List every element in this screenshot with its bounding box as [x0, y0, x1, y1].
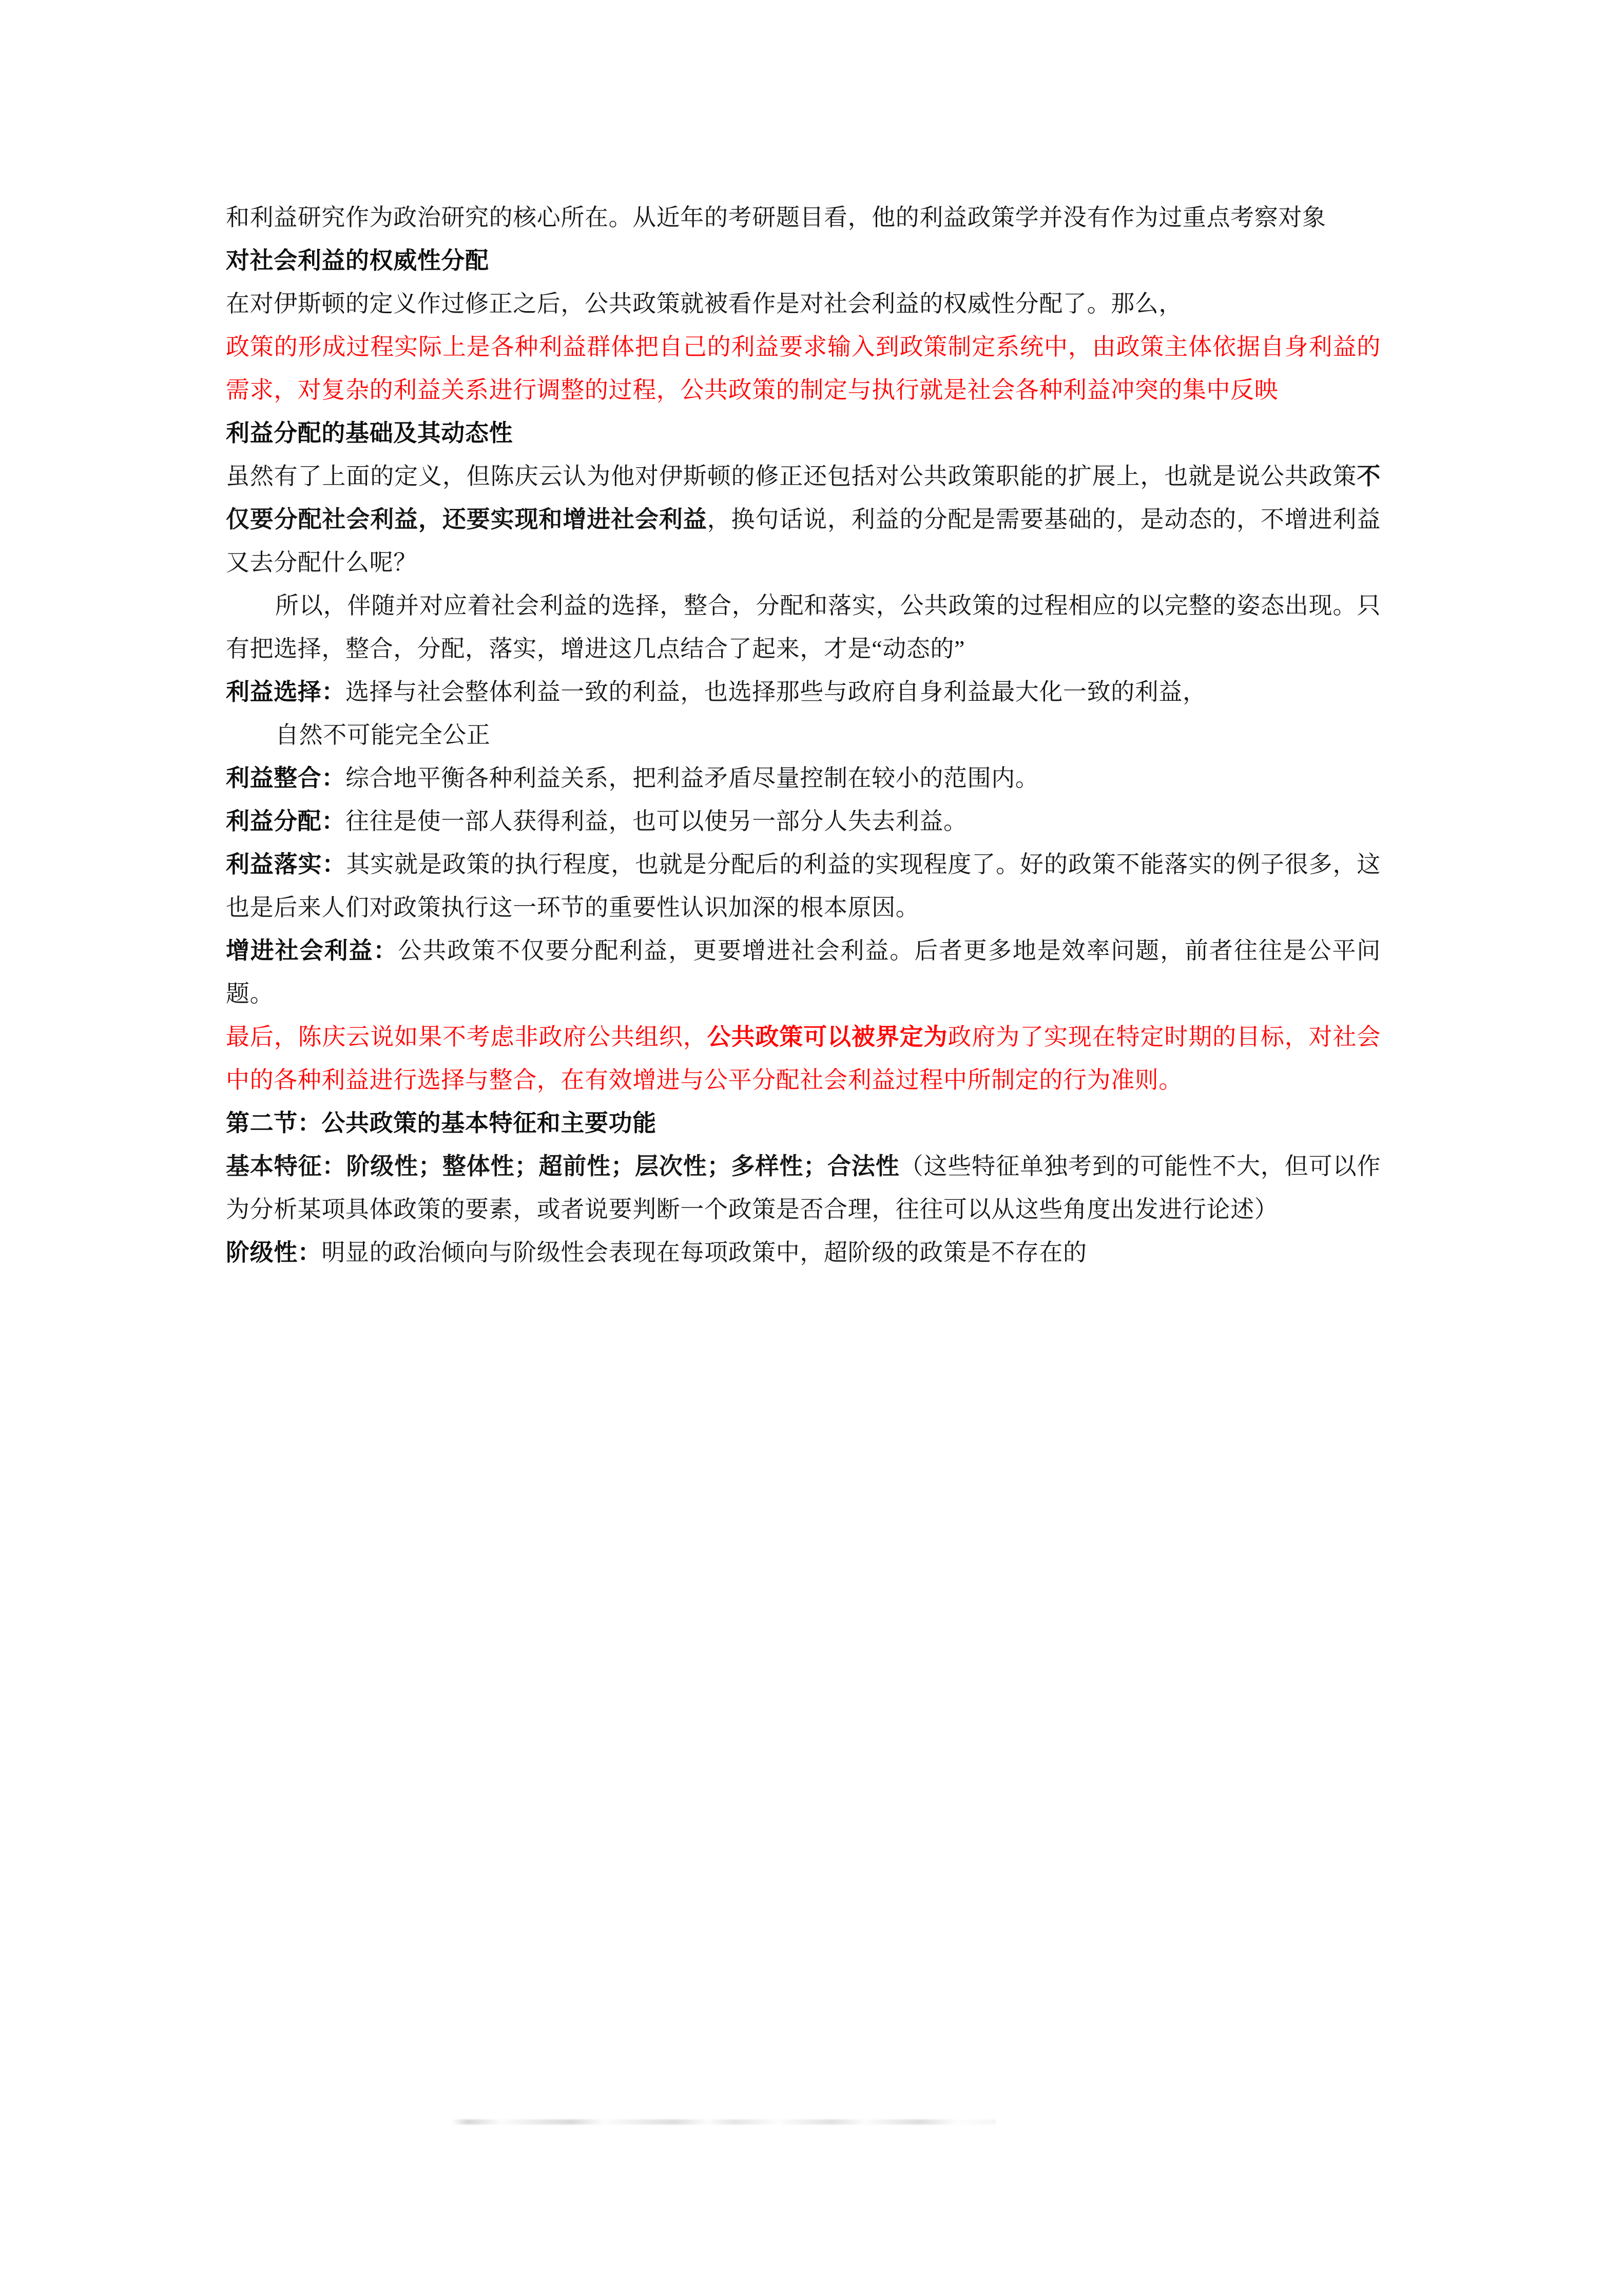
text-run: ，换句话说，利益的分配是需要基础的，是动态的，不增进利益又去分配什么呢？ [226, 506, 1381, 576]
paragraph-so-therefore: 所以，伴随并对应着社会利益的选择，整合，分配和落实，公共政策的过程相应的以完整的姿态出现。只有把选择，整合，分配，落实，增进这几点结合了起来，才是“动态的” [226, 592, 1381, 662]
paragraph-interest-integration [226, 757, 1381, 800]
paragraph-basic-features [226, 1145, 1381, 1231]
term-definition: 公共政策不仅要分配利益，更要增进社会利益。后者更多地是效率问题，前者往往是公平问题。 [226, 937, 1381, 1007]
paragraph-interest-selection-continued: 自然不可能完全公正 [275, 722, 491, 748]
paragraph-after-easton: 在对伊斯顿的定义作过修正之后，公共政策就被看作是对社会利益的权威性分配了。那么， [226, 291, 1183, 317]
term-definition: 综合地平衡各种利益关系，把利益矛盾尽量控制在较小的范围内。 [345, 765, 1039, 791]
term-definition: 明显的政治倾向与阶级性会表现在每项政策中，超阶级的政策是不存在的 [321, 1239, 1087, 1266]
text-run: 政府为了实现在特定时期的目标，对社会中的各种利益进行选择与整合，在有效增进与公平分配社会利益过程中所制定的行为准则。 [226, 1024, 1381, 1093]
paragraph-intro: 和利益研究作为政治研究的核心所在。从近年的考研题目看，他的利益政策学并没有作为过重点考察对象 [226, 204, 1326, 231]
heading-authoritative-allocation: 对社会利益的权威性分配 [226, 247, 489, 274]
term-label: 利益分配： [226, 808, 345, 834]
text-run: 最后，陈庆云说如果不考虑非政府公共组织， [226, 1024, 707, 1050]
term-label: 利益整合： [226, 765, 345, 791]
paragraph-final-definition-highlight [226, 1016, 1381, 1102]
emphasis-run: 基本特征：阶级性；整体性；超前性；层次性；多样性；合法性 [226, 1153, 900, 1179]
document-body [226, 196, 1381, 1274]
text-run: 虽然有了上面的定义，但陈庆云认为他对伊斯顿的修正还包括对公共政策职能的扩展上，也就是说公共政策 [226, 463, 1357, 489]
paragraph-policy-formation-highlight: 政策的形成过程实际上是各种利益群体把自己的利益要求输入到政策制定系统中，由政策主体依据自身利益的需求，对复杂的利益关系进行调整的过程，公共政策的制定与执行就是社会各种利益冲突的集中反映 [226, 334, 1381, 403]
paragraph-class-nature [226, 1231, 1381, 1274]
term-label: 增进社会利益： [226, 937, 398, 964]
heading-basis-and-dynamics: 利益分配的基础及其动态性 [226, 420, 513, 446]
paragraph-interest-selection [226, 671, 1381, 714]
heading-section-two: 第二节：公共政策的基本特征和主要功能 [226, 1110, 656, 1136]
paragraph-interest-distribution [226, 800, 1381, 843]
term-definition: 其实就是政策的执行程度，也就是分配后的利益的实现程度了。好的政策不能落实的例子很多，这也是后来人们对政策执行这一环节的重要性认识加深的根本原因。 [226, 851, 1381, 921]
term-definition: 选择与社会整体利益一致的利益，也选择那些与政府自身利益最大化一致的利益， [345, 679, 1207, 705]
emphasis-run: 不仅要分配社会利益，还要实现和增进社会利益 [226, 463, 1381, 532]
emphasis-run: 公共政策可以被界定为 [707, 1024, 948, 1050]
scan-artifact [452, 2119, 996, 2125]
paragraph-chen-qingyun [226, 455, 1381, 584]
term-label: 利益落实： [226, 851, 346, 877]
term-label: 利益选择： [226, 679, 345, 705]
term-definition: 往往是使一部人获得利益，也可以使另一部分人失去利益。 [345, 808, 968, 834]
paragraph-increase-social-interest [226, 929, 1381, 1016]
term-label: 阶级性： [226, 1239, 322, 1266]
paragraph-interest-implementation [226, 843, 1381, 929]
text-run: （这些特征单独考到的可能性不大，但可以作为分析某项具体政策的要素，或者说要判断一个政策是否合理，往往可以从这些角度出发进行论述） [226, 1153, 1381, 1222]
